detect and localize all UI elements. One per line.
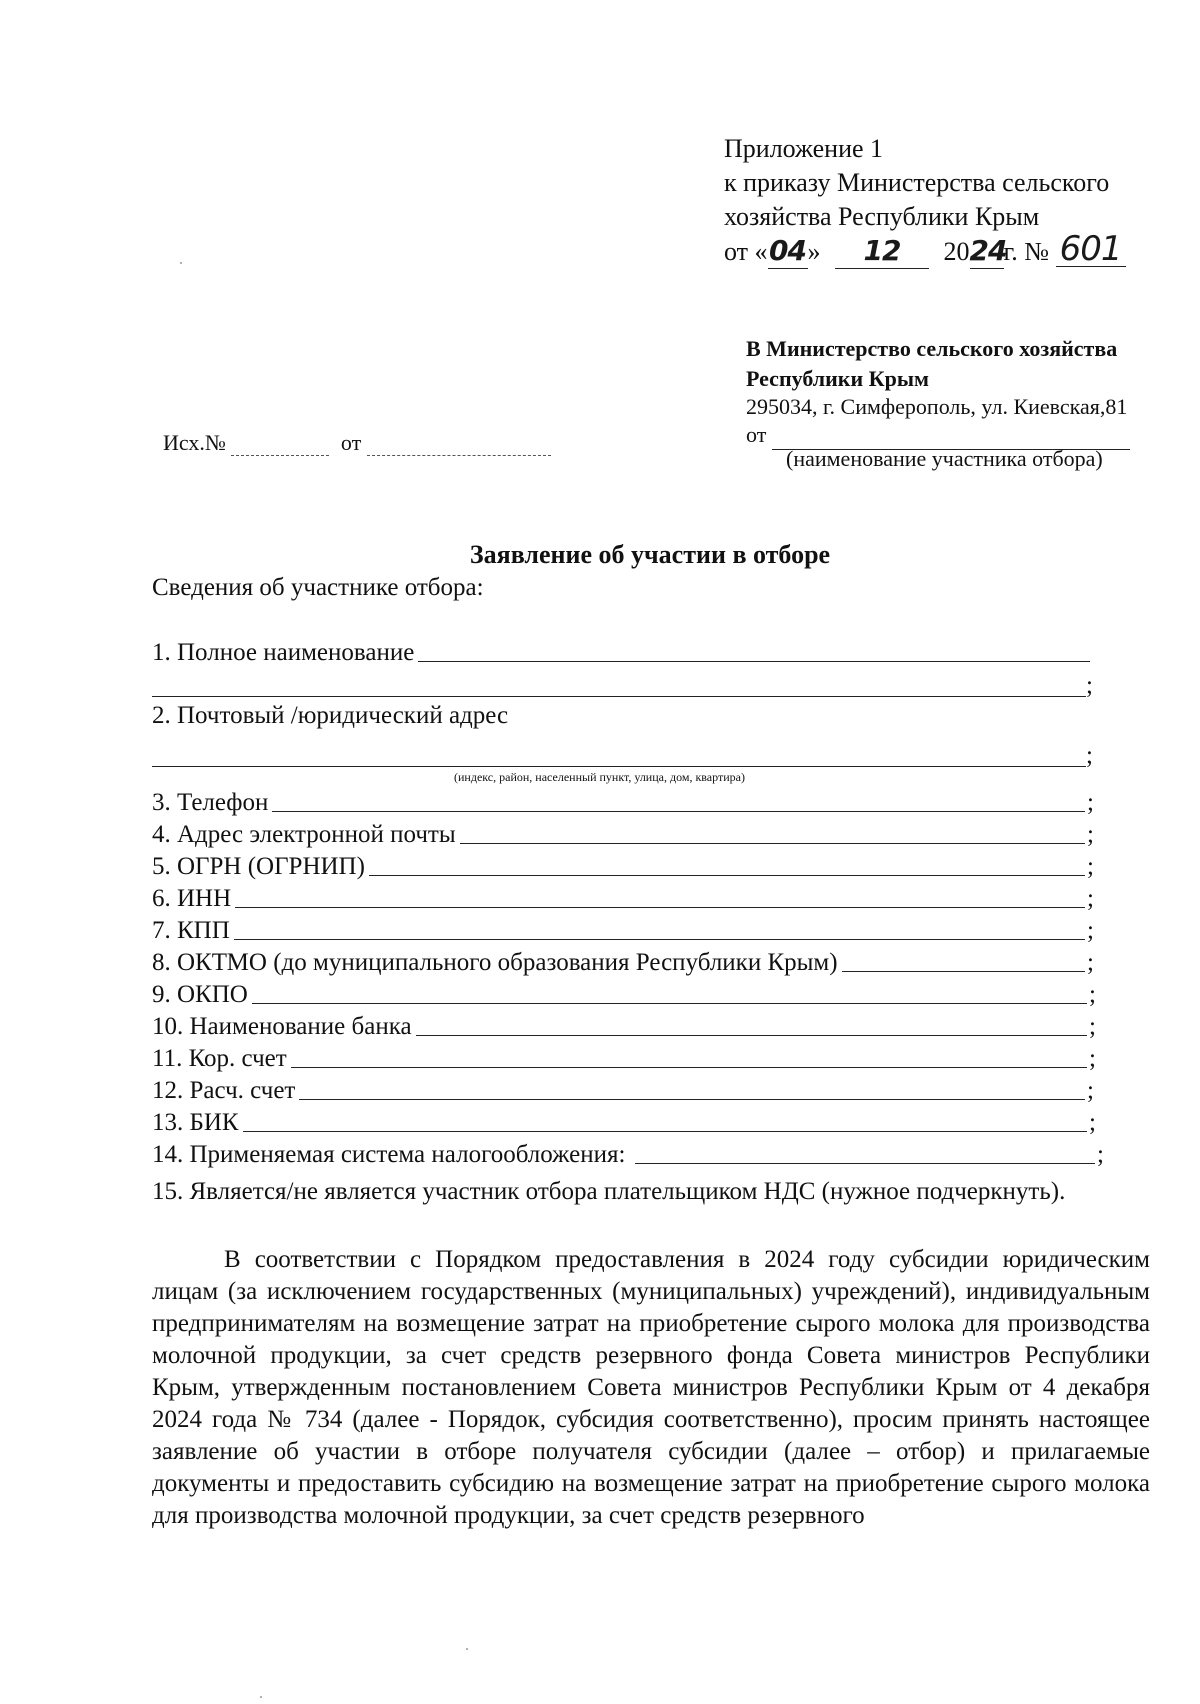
semicolon: ; [1087,1077,1094,1104]
field-corr-account [152,1042,1096,1074]
body-paragraph: В соответствии с Порядком предоставления в 2024 году субсидии юридическим лицам (за исключением государственных (муниципальных) учреждений), индивидуальным предпринимателям на возмещение затрат на приобретение сырого молока для производства молочной продукции, за счет средств резервного фонда Совета министров Республики Крым, утвержденным постановлением Совета министров Республики Крым от 4 декабря 2024 года № 734 (далее - Порядок, субсидия соответственно), просим принять настоящее заявление об участии в отборе получателя субсидии (далее – отбор) и прилагаемые документы и предоставить субсидию на возмещение затрат на приобретение сырого молока для производства молочной продукции, за счет средств резервного [152,1246,1150,1529]
appendix-line-3: хозяйства Республики Крым [724,202,1040,231]
address-caption: (индекс, район, населенный пункт, улица, дом, квартира) [454,770,745,784]
scan-speck [180,262,182,264]
field-label: 10. Наименование банка [152,1013,412,1040]
field-label: 11. Кор. счет [152,1045,287,1072]
scan-speck [260,1696,262,1698]
field-input-line[interactable] [418,660,1090,662]
field-label: 5. ОГРН (ОГРНИП) [152,853,365,880]
field-label: 7. КПП [152,917,230,944]
outgoing-number-label: Исх.№ [163,430,226,455]
field-inn [152,882,1094,914]
field-label: 13. БИК [152,1109,239,1136]
field-okpo [152,978,1096,1010]
field-oktmo [152,946,1094,978]
appendix-line-1: Приложение 1 [724,134,884,163]
field-input-line[interactable] [635,1162,1095,1164]
field-label: 9. ОКПО [152,981,248,1008]
recipient-line-2: Республики Крым [746,366,930,391]
semicolon: ; [1089,1045,1096,1072]
field-label: 8. ОКТМО (до муниципального образования Республики Крым) [152,949,838,976]
field-label: 6. ИНН [152,885,232,912]
field-label: 1. Полное наименование [152,639,415,666]
field-tax-system [152,1138,1104,1170]
outgoing-number-field[interactable] [231,435,329,456]
field-full-name-line-2[interactable] [152,696,1086,697]
semicolon: ; [1097,1141,1104,1168]
field-label: 14. Применяемая система налогообложения: [152,1141,626,1168]
from-caption: (наименование участника отбора) [786,446,1103,471]
field-input-line[interactable] [234,938,1085,940]
field-kpp [152,914,1094,946]
recipient-address: 295034, г. Симферополь, ул. Киевская,81 [746,394,1128,419]
year-prefix: 20 [943,237,970,266]
recipient-line-1: В Министерство сельского хозяйства [746,336,1118,361]
scan-speck [466,1648,468,1650]
field-input-line[interactable] [272,810,1085,812]
field-postal-address-line[interactable] [152,766,1086,767]
outgoing-date-field[interactable] [367,435,551,456]
section-subtitle: Сведения об участнике отбора: [152,574,484,601]
field-label: 12. Расч. счет [152,1077,296,1104]
field-bik [152,1106,1096,1138]
field-input-line[interactable] [252,1002,1087,1004]
semicolon: ; [1089,981,1096,1008]
field-input-line[interactable] [369,874,1085,876]
semicolon: ; [1086,742,1093,769]
field-input-line[interactable] [291,1066,1087,1068]
field-input-line[interactable] [460,842,1085,844]
from-label: от [746,422,767,447]
field-input-line[interactable] [416,1034,1087,1036]
field-input-line[interactable] [243,1130,1087,1132]
field-input-line[interactable] [842,970,1085,972]
appendix-line-2: к приказу Министерства сельского [724,168,1110,197]
semicolon: ; [1087,821,1094,848]
order-month: 12 [835,234,929,269]
appendix-date-line [724,229,1126,269]
field-full-name [152,636,1092,668]
order-number: 601 [1056,232,1126,267]
number-prefix: г. № [1003,237,1050,266]
field-settlement-account [152,1074,1094,1106]
semicolon: ; [1089,1013,1096,1040]
semicolon: ; [1089,1109,1096,1136]
outgoing-number [163,430,551,456]
field-input-line[interactable] [299,1098,1085,1100]
semicolon: ; [1087,949,1094,976]
semicolon: ; [1087,917,1094,944]
semicolon: ; [1087,789,1094,816]
field-postal-address-label: 2. Почтовый /юридический адрес [152,702,509,729]
document-title: Заявление об участии в отборе [469,540,831,569]
semicolon: ; [1087,853,1094,880]
order-year: 24 [969,234,1007,267]
field-label: 3. Телефон [152,789,269,816]
date-prefix: от « [724,237,768,266]
field-phone [152,786,1094,818]
field-label: 4. Адрес электронной почты [152,821,456,848]
semicolon: ; [1086,672,1093,699]
field-bank-name [152,1010,1096,1042]
outgoing-date-label: от [340,430,362,455]
field-ogrn [152,850,1094,882]
item-15-vat: 15. Является/не является участник отбора плательщиком НДС (нужное подчеркнуть). [152,1178,1066,1205]
order-day: 04 [769,234,807,267]
semicolon: ; [1087,885,1094,912]
field-email [152,818,1094,850]
field-input-line[interactable] [235,906,1085,908]
date-close: » [807,237,821,266]
